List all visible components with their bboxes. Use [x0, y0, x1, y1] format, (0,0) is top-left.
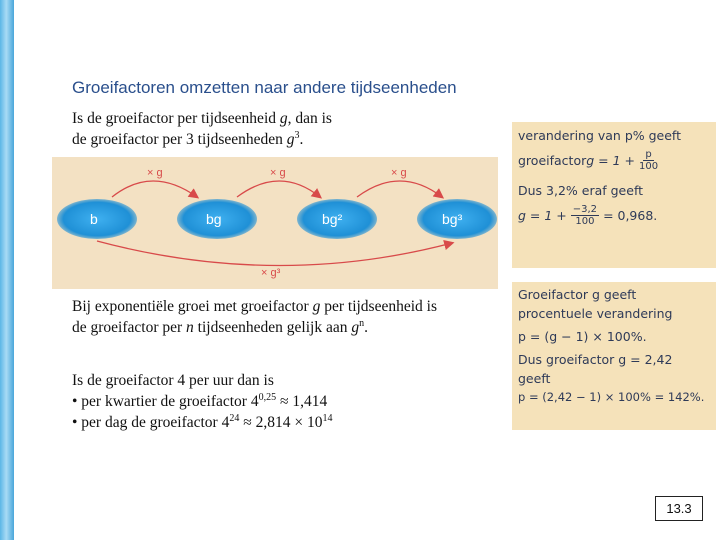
- note-top-line-3: Dus 3,2% eraf geeft: [518, 183, 644, 198]
- note-bottom-line-3: p = (g − 1) × 100%.: [518, 329, 647, 344]
- left-accent-bar: [0, 0, 14, 540]
- example-line-2: • per kwartier de groeifactor $4^{0,25} \approx 1,414$: [72, 391, 328, 410]
- slide-title: Groeifactoren omzetten naar andere tijdseenheden: [72, 78, 457, 97]
- intro-line-2: de groeifactor per 3 tijdseenheden $g^3$.: [72, 129, 304, 148]
- note-bottom-line-4: Dus groeifactor g = 2,42: [518, 352, 673, 367]
- example-line-1: Is de groeifactor 4 per uur dan is: [72, 372, 274, 389]
- arc-arrow-1: [112, 181, 197, 197]
- handwritten-note-bottom: [512, 282, 716, 430]
- intro-text: [72, 108, 332, 150]
- fraction-p-100: $\frac{p}{100}$: [639, 148, 659, 172]
- fraction-minus-3-2-100: $\frac{-3,2}{100}$: [572, 203, 598, 227]
- example-text: [72, 370, 332, 433]
- note-top-line-2: groeifactor g = 1 + $\frac{p}{100}$: [518, 148, 659, 172]
- arc-label-1: × g: [147, 167, 163, 179]
- arc-label-3: × g: [391, 167, 407, 179]
- bottom-arc-label: × g³: [261, 267, 281, 279]
- note-top-line-4: g = 1 + $\frac{-3,2}{100}$ = 0,968.: [518, 203, 658, 227]
- node-label-b: b: [90, 211, 98, 227]
- growth-diagram-svg: [52, 157, 498, 289]
- example-line-3: • per dag de groeifactor $4^{24} \approx 2,814 \times 10^{14}$: [72, 412, 333, 431]
- note-bottom-line-1: Groeifactor g geeft: [518, 287, 637, 302]
- rule-line-2: de groeifactor per n tijdseenheden gelijk aan $g^n$.: [72, 317, 368, 336]
- note-top-line-1: verandering van p% geeft: [518, 128, 682, 143]
- arc-arrow-2: [237, 181, 320, 197]
- intro-line-1: Is de groeifactor per tijdseenheid g, dan is: [72, 110, 332, 127]
- note-bottom-line-2: procentuele verandering: [518, 306, 673, 321]
- page-number: 13.3: [655, 496, 703, 521]
- bottom-arc-arrow: [97, 241, 452, 266]
- rule-text: [72, 296, 437, 338]
- note-bottom-line-6: p = (2,42 − 1) × 100% = 142%.: [518, 390, 705, 404]
- growth-diagram: [52, 157, 498, 289]
- rule-line-1: Bij exponentiële groei met groeifactor g per tijdseenheid is: [72, 298, 437, 315]
- note-bottom-line-5: geeft: [518, 371, 551, 386]
- node-label-bg2: bg²: [322, 211, 343, 227]
- node-label-bg: bg: [206, 211, 222, 227]
- node-label-bg3: bg³: [442, 211, 463, 227]
- arc-label-2: × g: [270, 167, 286, 179]
- handwritten-note-top: [512, 122, 716, 268]
- arc-arrow-3: [357, 181, 442, 197]
